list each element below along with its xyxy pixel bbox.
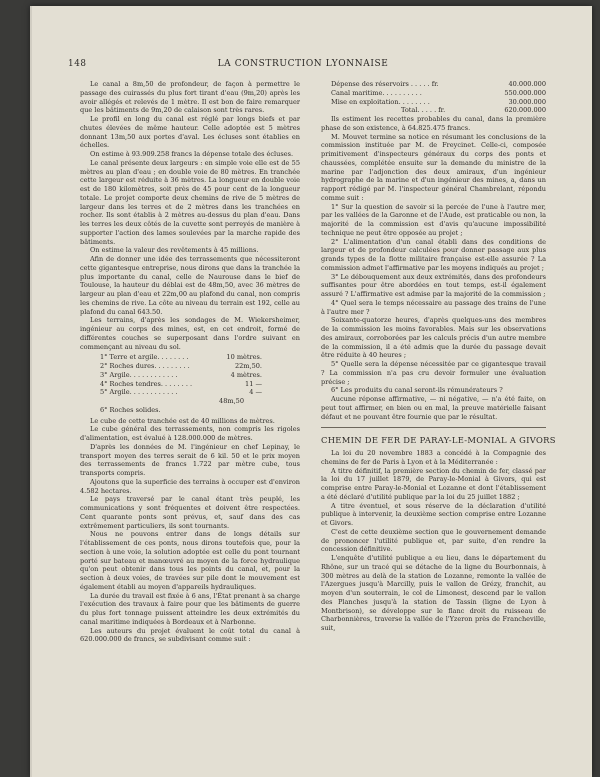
paragraph: Le cube de cette tranchée est de 40 millions de mètres. bbox=[90, 416, 275, 425]
paragraph: Les auteurs du projet évaluent le coût total du canal à 620.000.000 de francs, se subdivisant comme suit : bbox=[80, 626, 300, 644]
paragraph: 3° Le débouquement aux deux extrémités, dans des profondeurs suffisantes pour être abordées en tout temps, est-il également assuré ? L'affirmative est admise par la majorité de la commission ; bbox=[321, 272, 546, 298]
cost-total-label: Total. . . . . fr. bbox=[401, 106, 446, 115]
section-heading: CHEMIN DE FER DE PARAY-LE-MONIAL A GIVORS bbox=[321, 435, 556, 446]
paragraph: On estime à 93.909.258 francs la dépense totale des écluses. bbox=[90, 150, 294, 158]
paragraph: Ajoutons que la superficie des terrains à occuper est d'environ 4.582 hectares. bbox=[80, 477, 300, 495]
paragraph: Le pays traversé par le canal étant très peuplé, les communications y sont fréquentes et doivent être respectées. Cent quarante ponts sont prévus, et, sauf dans des cas extrêmement particuliers, ils sont tournants. bbox=[80, 495, 300, 530]
cost-label: Mise en exploitation. . . . . . . . bbox=[331, 97, 430, 106]
paragraph: Le canal a 8m,50 de profondeur, de façon à permettre le passage des cuirassés du plus fort tirant d'eau (9m,20) après les avoir allégés et relevés de 1 mètre. Il est bon de faire remarquer que les bâtiments de 9m,20 de calaison sont très rares. bbox=[80, 80, 300, 115]
left-column bbox=[80, 80, 300, 644]
cost-value: 550.000.000 bbox=[504, 88, 546, 97]
paragraph: Soixante-quatorze heures, d'après quelques-uns des membres de la commission les moins favorables. Mais sur les observations des amiraux, corroborées par les calculs précis d'un autre membre de la commission, il a été admis que la durée du passage devait être réduite à 40 heures ; bbox=[321, 316, 546, 360]
right-column bbox=[321, 80, 556, 633]
cost-label: Dépense des réservoirs . . . . . fr. bbox=[331, 80, 439, 88]
paragraph: La durée du travail est fixée à 6 ans, l'État prenant à sa charge l'exécution des travaux à faire pour que les bâtiments de guerre du plus fort tonnage puissent atteindre les deux extrémités du canal maritime indiquées à Bordeaux et à Narbonne. bbox=[80, 591, 300, 626]
paragraph: Ils estiment les recettes probables du canal, dans la première phase de son existence, à 64.825.475 francs. bbox=[321, 115, 546, 132]
cost-value: 40.000.000 bbox=[508, 80, 546, 88]
layer-label: 4° Roches tendres. . . . . . . . bbox=[100, 379, 193, 388]
paragraph: 2° L'alimentation d'un canal établi dans des conditions de largeur et de profondeur calculées pour donner passage aux plus grands types de la flotte militaire française est-elle assurée ? La commission admet l'affirmative par les moyens indiqués au projet ; bbox=[321, 237, 546, 272]
paragraph: A titre éventuel, et sous réserve de la déclaration d'utilité publique à intervenir, la deuxième section comprise entre Lozanne et Givors. bbox=[321, 501, 546, 527]
paragraph: Le canal présente deux largeurs : en simple voie elle est de 55 mètres au plan d'eau ; en double voie de 80 mètres. En tranchée cette largeur est réduite à 36 mètres. La longueur en double voie est de 180 kilomètres, soit près de 45 pour cent de la longueur totale. Le projet comporte deux chemins de rive de 5 mètres de largeur dans les terres et de 2 mètres dans les tranchées en rocher. Ils sont établis à 2 mètres au-dessus du plan d'eau. Dans les terres les deux côtés de la cuvette sont perreyés de manière à supporter l'action des lames soulevées par la marche rapide des bâtiments. bbox=[80, 158, 300, 246]
paragraph: La loi du 20 novembre 1883 a concédé à la Compagnie des chemins de fer de Paris à Lyon et à la Méditerranée : bbox=[321, 449, 546, 466]
cost-total-row bbox=[331, 106, 546, 115]
layer-value: 22m,50. bbox=[234, 362, 262, 370]
table-row bbox=[331, 80, 546, 89]
cost-value: 30.000.000 bbox=[508, 97, 546, 106]
layer-value: 4 mètres. bbox=[230, 370, 262, 379]
table-last-row: 6° Roches solides. bbox=[100, 405, 161, 414]
paragraph: A titre définitif, la première section du chemin de fer, classé par la loi du 17 juillet 1879, de Paray-le-Monial à Givors, qui est comprise entre Paray-le-Monial et Lozanne et dont l'établissement a été déclaré d'utilité publique par la loi du 25 juillet 1882 ; bbox=[321, 466, 546, 501]
table-row bbox=[331, 89, 546, 98]
layer-value: 11 — bbox=[245, 379, 262, 388]
paragraph: L'enquête d'utilité publique a eu lieu, dans le département du Rhône, sur un tracé qui se détache de la ligne du Bourbonnais, à 300 mètres au delà de la station de Lozanne, remonte la vallée de l'Azergues jusqu'à Marcilly, puis le vallon de Grézy, franchit, au moyen d'un souterrain, le col de Limonest, descend par le vallon des Planches jusqu'à la station de Tassin (ligne de Lyon à Montbrison), se développe sur le flanc droit du ruisseau de Charbonnières, traverse la vallée de l'Yzeron près de Francheville, suit, bbox=[321, 554, 546, 632]
paragraph: 5° Quelle sera la dépense nécessitée par ce gigantesque travail ? La commission n'a pas cru devoir formuler une évaluation précise ; bbox=[321, 360, 546, 386]
paragraph: Le cube général des terrassements, non compris les rigoles d'alimentation, est évalué à 128.000.000 de mètres. bbox=[80, 425, 300, 442]
paragraph: 1° Sur la question de savoir si la percée de l'une à l'autre mer, par les vallées de la Garonne et de l'Aude, est praticable ou non, la majorité de la commission est d'avis qu'aucune impossibilité technique ne peut être opposée au projet ; bbox=[321, 202, 546, 237]
table-row bbox=[100, 380, 262, 389]
cost-label: Canal maritime. . . . . . . . . . bbox=[331, 88, 422, 97]
paragraph: 6° Les produits du canal seront-ils rémunérateurs ? bbox=[331, 386, 503, 395]
table-row bbox=[100, 388, 262, 397]
paragraph: Aucune réponse affirmative, — ni négative, — n'a été faite, on peut tout affirmer, en bien ou en mal, la preuve matérielle faisant défaut et ne pouvant être fournie que par le résultat. bbox=[321, 395, 546, 421]
paragraph: D'après les données de M. l'ingénieur en chef Lepinay, le transport moyen des terres serait de 6 kil. 50 et le prix moyen des terrassements de francs 1.722 par mètre cube, tous transports compris. bbox=[80, 442, 300, 477]
table-row bbox=[100, 371, 262, 380]
paragraph: Les terrains, d'après les sondages de M. Wiekersheimer, ingénieur au corps des mines, est, en cet endroit, formé de différentes couches se superposant dans l'ordre suivant en commençant au niveau du sol. bbox=[80, 316, 300, 351]
section-divider bbox=[321, 427, 546, 428]
layer-value: 4 — bbox=[249, 388, 262, 397]
layer-label: 1° Terre et argile. . . . . . . . bbox=[100, 353, 189, 362]
soil-layers-table bbox=[100, 353, 300, 414]
paragraph: C'est de cette deuxième section que le gouvernement demande de prononcer l'utilité publique et, par suite, d'en rendre la concession définitive. bbox=[321, 527, 546, 554]
page-number: 148 bbox=[68, 59, 87, 69]
layer-label: 2° Roches dures. . . . . . . . . bbox=[100, 362, 190, 370]
running-title: LA CONSTRUCTION LYONNAISE bbox=[217, 59, 389, 69]
page-edge-shadow bbox=[30, 6, 32, 777]
paragraph: M. Mouvet termine sa notice en résumant les conclusions de la commission instituée par M. de Freycinet. Celle-ci, composée primitivement d'inspecteurs généraux du corps des ponts et chaussées, complétée ensuite sur la demande du ministre de la marine par l'adjonction des deux amiraux, d'un ingénieur hydrographe de la marine et d'un ingénieur des mines, a, dans un rapport rédigé par M. l'inspecteur général Chambrelant, répondu comme suit : bbox=[321, 132, 546, 202]
paragraph: 4° Quel sera le temps nécessaire au passage des trains de l'une à l'autre mer ? bbox=[321, 298, 546, 316]
layer-value: 10 mètres. bbox=[226, 353, 262, 362]
table-row bbox=[331, 98, 546, 107]
paragraph: Afin de donner une idée des terrassements que nécessiteront cette gigantesque entreprise, nous dirons que dans la tranchée la plus importante du canal, celle de Naurouse dans le bief de Toulouse, la hauteur du déblai est de 48m,50, avec 36 mètres de largeur au plan d'eau et 22m,00 au plafond du canal, non compris les chemins de rive. La côte au niveau du terrain est 192, celle au plafond du canal 643.50. bbox=[80, 255, 300, 316]
paragraph: On estime la valeur des revêtements à 45 millions. bbox=[90, 246, 259, 255]
layer-label: 5° Argile. . . . . . . . . . . . bbox=[100, 388, 178, 397]
layer-label: 3° Argile. . . . . . . . . . . . bbox=[100, 370, 178, 379]
paragraph: Nous ne pouvons entrer dans de longs détails sur l'établissement de ces ponts, nous dirons toutefois que, pour la section à une voie, la solution adoptée est celle du pont tournant porté sur bateau et manœuvré au moyen de la force hydraulique qu'on peut obtenir dans tous les points du canal, et, pour la section à deux voies, de travées sur pile dont le mouvement est également établi au moyen d'appareils hydrauliques. bbox=[80, 530, 300, 591]
table-total: 48m,50 bbox=[219, 397, 244, 405]
table-row bbox=[100, 362, 262, 371]
cost-table bbox=[321, 80, 546, 115]
table-row bbox=[100, 353, 262, 362]
paragraph: Le profil en long du canal est réglé par longs biefs et par chutes élevées de même hauteur. Celle adoptée est 5 mètres donnant 13m,50 aux portes d'aval. Les écluses sont établies en échelles. bbox=[80, 115, 300, 150]
page-header bbox=[68, 59, 538, 71]
cost-total-value: 620.000.000 bbox=[504, 106, 546, 115]
